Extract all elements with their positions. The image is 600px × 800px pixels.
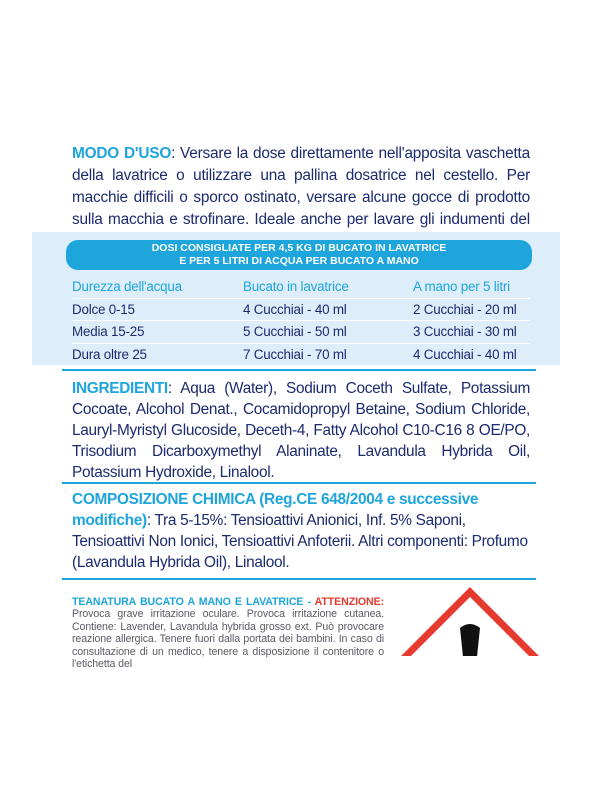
divider bbox=[62, 578, 536, 580]
dosage-header-row bbox=[72, 276, 530, 298]
table-cell: Media 15-25 bbox=[72, 321, 243, 344]
ingredients-label: INGREDIENTI bbox=[72, 380, 168, 397]
usage-text: : Versare la dose direttamente nell'apposita vaschetta della lavatrice o utilizzare una pallina dosatrice nel cestello. Per macchie difficili o sporco ostinato, versare alcune gocce di prodotto sulla macchia e strofinare. Ideale anche per lavare gli indumenti del bbox=[72, 145, 530, 228]
composition-label: COMPOSIZIONE CHIMICA (Reg.CE 648/2004 e successive modifiche) bbox=[72, 491, 479, 529]
dosage-header bbox=[66, 240, 532, 270]
composition-text: : Tra 5-15%: Tensioattivi Anionici, Inf. 5% Saponi, Tensioattivi Non Ionici, Tensioattivi Anfoterii. Altri componenti: Profumo (Lavandula Hybrida Oil), Linalool. bbox=[72, 512, 528, 571]
table-row bbox=[72, 298, 530, 321]
table-cell: 5 Cucchiai - 50 ml bbox=[243, 321, 413, 344]
table-cell: Dolce 0-15 bbox=[72, 298, 243, 321]
usage-label: MODO D'USO bbox=[72, 145, 172, 162]
composition-section bbox=[72, 489, 530, 573]
hazard-exclamation-icon bbox=[400, 584, 550, 656]
dosage-table bbox=[72, 276, 530, 366]
warning-text: Provoca grave irritazione oculare. Provoca irritazione cutanea. Contiene: Lavender, Lavandula hybrida grosso ext. Può provocare reazione allergica. Tenere fuori dalla portata dei bambini. In caso di consultazione di un medico, tenere a disposizione il contenitore o l'etichetta del bbox=[72, 608, 384, 671]
table-row bbox=[72, 321, 530, 344]
table-row bbox=[72, 343, 530, 366]
warning-section bbox=[72, 596, 384, 670]
table-cell: Dura oltre 25 bbox=[72, 343, 243, 366]
divider bbox=[62, 482, 536, 484]
divider bbox=[62, 369, 536, 371]
dosage-header-line2: E PER 5 LITRI DI ACQUA PER BUCATO A MANO bbox=[179, 255, 419, 267]
table-cell: 3 Cucchiai - 30 ml bbox=[413, 321, 530, 344]
table-cell: 2 Cucchiai - 20 ml bbox=[413, 298, 530, 321]
table-cell: 7 Cucchiai - 70 ml bbox=[243, 343, 413, 366]
column-header-machine-wash: Bucato in lavatrice bbox=[243, 276, 413, 298]
column-header-water-hardness: Durezza dell'acqua bbox=[72, 276, 243, 298]
warning-title: TEANATURA BUCATO A MANO E LAVATRICE - bbox=[72, 596, 315, 608]
dosage-header-line1: DOSI CONSIGLIATE PER 4,5 KG DI BUCATO IN LAVATRICE bbox=[151, 242, 447, 254]
warning-attention: ATTENZIONE: bbox=[314, 596, 384, 608]
ingredients-text: : Aqua (Water), Sodium Coceth Sulfate, Potassium Cocoate, Alcohol Denat., Cocamidopropyl Betaine, Sodium Chloride, Lauryl-Myristyl Glucoside, Deceth-4, Fatty Alcohol C10-C16 8 OE/PO, Trisodium Dicarboxymethyl Alaninate, Lavandula Hybrida Oil, Potassium Hydroxide, Linalool. bbox=[72, 380, 530, 481]
table-cell: 4 Cucchiai - 40 ml bbox=[413, 343, 530, 366]
column-header-hand-wash: A mano per 5 litri bbox=[413, 276, 530, 298]
ingredients-section bbox=[72, 378, 530, 483]
table-cell: 4 Cucchiai - 40 ml bbox=[243, 298, 413, 321]
